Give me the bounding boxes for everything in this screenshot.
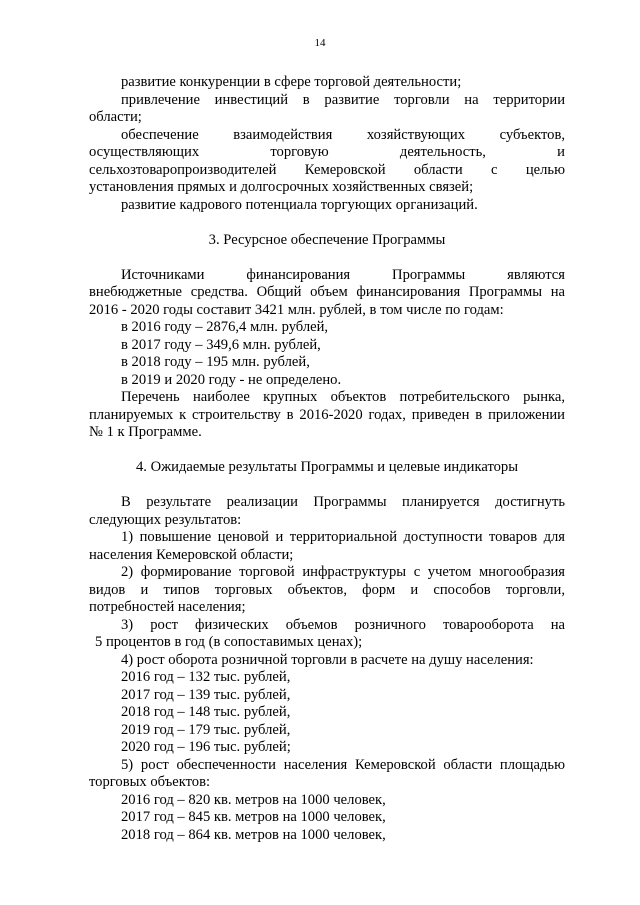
paragraph-line: торговых объектов: (89, 774, 211, 790)
list-item: развитие кадрового потенциала торгующих организаций. (121, 196, 478, 213)
paragraph-line: В результате реализации Программы планируется достигнуть (121, 494, 565, 510)
section-heading: 4. Ожидаемые результаты Программы и целевые индикаторы (135, 459, 519, 475)
funding-year: в 2018 году – 195 млн. рублей, (121, 354, 310, 370)
area-year: 2018 год – 864 кв. метров на 1000 человек, (121, 826, 386, 843)
paragraph-line: 1) повышение ценовой и территориальной доступности товаров для (121, 529, 565, 545)
paragraph-line: 5) рост обеспеченности населения Кемеровской области площадью (121, 756, 565, 773)
paragraph-line: населения Кемеровской области; (89, 546, 294, 563)
turnover-year: 2019 год – 179 тыс. рублей, (121, 721, 291, 738)
list-item: области; (89, 109, 142, 125)
paragraph-line: 4) рост оборота розничной торговли в расчете на душу населения: (121, 651, 534, 668)
paragraph-line: внебюджетные средства. Общий объем финансирования Программы на (89, 284, 565, 300)
list-item: осуществляющих торговую деятельность, и (89, 144, 565, 160)
paragraph-line: Перечень наиболее крупных объектов потребительского рынка, (121, 389, 565, 405)
paragraph-line: Источниками финансирования Программы являются (121, 266, 565, 283)
list-item: привлечение инвестиций в развитие торговли на территории (121, 91, 565, 108)
funding-year: в 2017 году – 349,6 млн. рублей, (121, 336, 321, 353)
list-item: обеспечение взаимодействия хозяйствующих субъектов, (121, 126, 565, 143)
turnover-year: 2017 год – 139 тыс. рублей, (121, 686, 291, 703)
section-heading: 3. Ресурсное обеспечение Программы (208, 231, 446, 248)
list-item: сельхозтоваропроизводителей Кемеровской области с целью (89, 161, 565, 178)
paragraph-line: 5 процентов в год (в сопоставимых ценах); (95, 634, 363, 650)
paragraph-line: 3) рост физических объемов розничного товарооборота на (121, 616, 565, 633)
area-year: 2017 год – 845 кв. метров на 1000 человек, (121, 809, 386, 825)
paragraph-line: 2016 - 2020 годы составит 3421 млн. рублей, в том числе по годам: (89, 301, 504, 318)
funding-year: в 2019 и 2020 году - не определено. (121, 371, 342, 388)
turnover-year: 2020 год – 196 тыс. рублей; (121, 739, 291, 755)
paragraph-line: потребностей населения; (89, 599, 246, 615)
turnover-year: 2016 год – 132 тыс. рублей, (121, 669, 291, 685)
list-item: установления прямых и долгосрочных хозяйственных связей; (89, 179, 474, 195)
list-item: развитие конкуренции в сфере торговой деятельности; (121, 74, 462, 90)
area-year: 2016 год – 820 кв. метров на 1000 человек, (121, 791, 386, 808)
funding-year: в 2016 году – 2876,4 млн. рублей, (121, 319, 329, 335)
paragraph-line: следующих результатов: (89, 511, 242, 528)
page-number: 14 (314, 37, 326, 49)
turnover-year: 2018 год – 148 тыс. рублей, (121, 704, 291, 720)
paragraph-line: видов и типов торговых объектов, форм и способов торговли, (89, 581, 565, 598)
paragraph-line: № 1 к Программе. (89, 424, 202, 440)
paragraph-line: 2) формирование торговой инфраструктуры с учетом многообразия (121, 564, 565, 580)
document-body (89, 74, 565, 844)
paragraph-line: планируемых к строительству в 2016-2020 годах, приведен в приложении (89, 406, 565, 423)
